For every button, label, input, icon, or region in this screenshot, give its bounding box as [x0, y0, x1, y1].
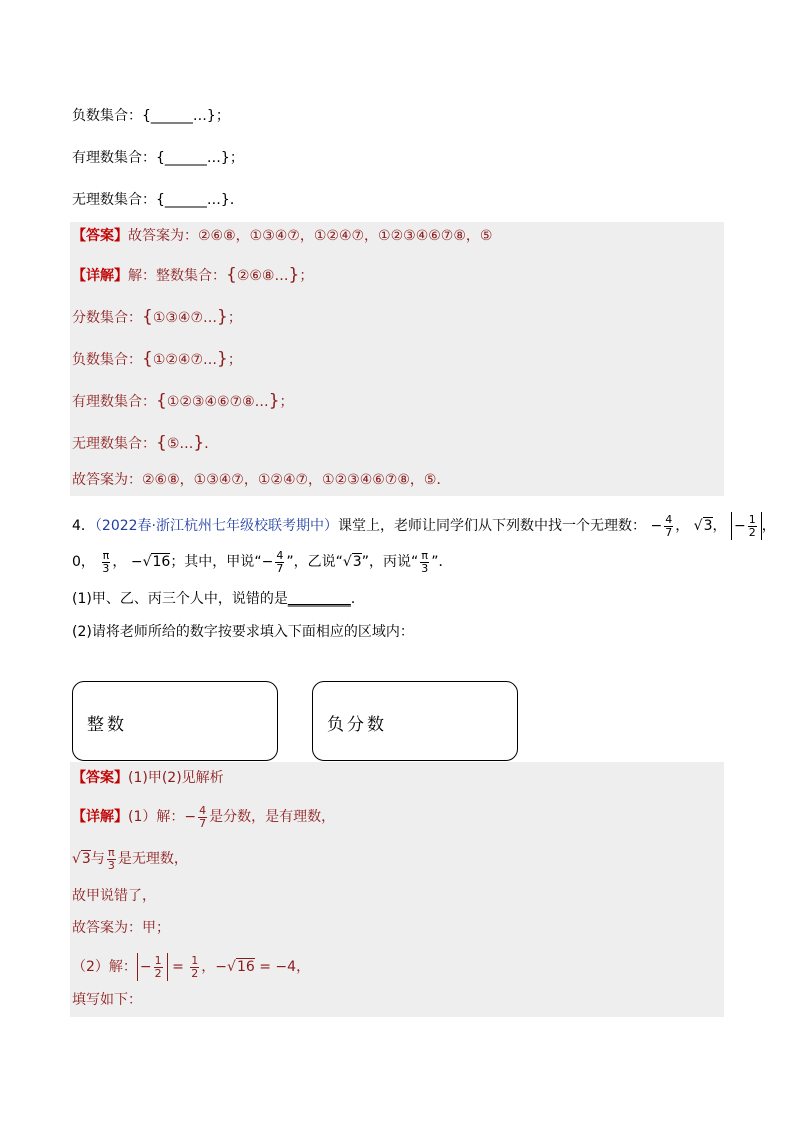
quote-close: ”: [361, 554, 369, 570]
answer-tag: 【答案】: [72, 770, 128, 786]
numerator: π: [102, 548, 110, 562]
negative-set-line: [72, 106, 230, 126]
numerator: π: [108, 845, 115, 859]
minus-sign: −: [139, 959, 152, 975]
detail-intro: 解：整数集合：: [128, 268, 226, 284]
set-value: ①③④⑦…: [152, 310, 218, 326]
sub2-text: (2)请将老师所给的数字按要求填入下面相应的区域内：: [72, 624, 414, 640]
sub1-text: (1)甲、乙、丙三个人中，说错的是: [72, 591, 288, 607]
abs-neg-half: [137, 953, 168, 981]
detail-text: 故答案为：甲；: [72, 920, 170, 936]
minus-sign: −: [261, 554, 274, 570]
fraction-1-2: [190, 955, 199, 980]
denominator: 2: [154, 966, 162, 980]
denominator: 7: [276, 561, 284, 575]
punct: ；: [299, 268, 314, 284]
detail-2-line-4: [72, 918, 170, 938]
detail-text: 是分数，是有理数，: [209, 809, 336, 825]
denominator: 7: [199, 816, 207, 830]
minus-sign: −: [215, 959, 228, 975]
numerator: 1: [191, 953, 199, 967]
set-value: ①②④⑦…: [152, 352, 218, 368]
answer-2-line: [72, 768, 224, 788]
denominator: 7: [665, 525, 673, 539]
fraction-pi-3: [101, 550, 110, 575]
detail-tag: 【详解】: [72, 809, 128, 825]
stem-text: ，丙说: [368, 554, 411, 570]
numerator: 4: [276, 548, 284, 562]
detail-2-line-5: （2）解： − $\frac{1}{2}$ = $\frac{1}{2}$ ，−√16 = −4，: [72, 953, 311, 980]
detail-line-rational: 有理数集合：{①②③④⑥⑦⑧…}；: [72, 391, 294, 411]
sqrt-3: 3: [703, 518, 713, 534]
minus-sign: −: [650, 518, 663, 534]
negative-fraction-box-label: 负分数: [327, 715, 387, 735]
quote-open: “: [254, 554, 262, 570]
question-4-stem-2: 0， $\frac{\pi}{3}$ ， −√16；其中，甲说“− $\frac{4}{7}$ ”，乙说“√3”，丙说“ $\frac{\pi}{3}$ ”．: [72, 548, 453, 575]
detail-2-line-3: [72, 886, 156, 906]
zero: 0: [72, 554, 81, 570]
sqrt-3: 3: [352, 554, 362, 570]
question-4-stem: 4．（2022春·浙江杭州七年级校联考期中）课堂上，老师让同学们从下列数中找一个无理数： − $\frac{4}{7}$ ， √3， − $\frac{1}{2}$ ，: [72, 512, 776, 539]
numerator: 4: [199, 803, 207, 817]
sqrt-3: 3: [81, 851, 91, 867]
numerator: π: [421, 548, 429, 562]
stem-text: ，乙说: [293, 554, 336, 570]
set-value: {______…}；: [142, 108, 230, 124]
sqrt-16: 16: [152, 554, 171, 570]
denominator: 2: [748, 525, 756, 539]
stem-text: ；其中，甲说: [170, 554, 255, 570]
question-4-sub2: [72, 622, 414, 642]
detail-text: 是无理数，: [117, 851, 188, 867]
set-value: ①②③④⑥⑦⑧…: [166, 394, 269, 410]
fraction-neg-4-7: [198, 805, 207, 830]
detail-line-integer: 【详解】解：整数集合：{②⑥⑧…}；: [72, 265, 314, 285]
punct: ；: [227, 352, 242, 368]
question-source: （2022春·浙江杭州七年级校联考期中）: [94, 518, 339, 534]
integer-box: [72, 681, 278, 761]
numerator: 1: [748, 512, 756, 526]
detail-text: （2）解：: [72, 959, 137, 975]
detail-2-line-2: √3与 $\frac{\pi}{3}$ 是无理数，: [72, 845, 188, 872]
set-label: 负数集合：: [72, 108, 142, 124]
negative-fraction-box: [312, 681, 518, 761]
punct: ；: [279, 394, 294, 410]
quote-close: ”: [286, 554, 294, 570]
sub1-blank: _________: [287, 591, 351, 607]
set-label: 有理数集合：: [72, 150, 156, 166]
set-label: 负数集合：: [72, 352, 142, 368]
value-neg-4: −4: [275, 959, 297, 975]
detail-text: 故甲说错了，: [72, 888, 156, 904]
integer-set-value: ②⑥⑧…: [236, 268, 289, 284]
punct: ．: [350, 591, 365, 607]
quote-open: “: [410, 554, 419, 570]
irrational-set-line: [72, 190, 244, 210]
set-value: ⑤…: [166, 436, 194, 452]
fraction-pi-3: [107, 847, 116, 872]
integer-box-label: 整数: [87, 715, 127, 735]
answer-text: 故答案为：②⑥⑧，①③④⑦，①②④⑦，①②③④⑥⑦⑧，⑤: [128, 228, 493, 244]
quote-close: ”: [431, 554, 439, 570]
set-label: 无理数集合：: [72, 436, 156, 452]
minus-sign: −: [733, 518, 746, 534]
quote-open: “: [335, 554, 343, 570]
answer-tag: 【答案】: [72, 228, 128, 244]
rational-set-line: [72, 148, 244, 168]
abs-neg-half: [731, 512, 762, 540]
detail-line-irrational: 无理数集合：{⑤…}．: [72, 433, 219, 453]
question-number: 4．: [72, 518, 95, 534]
denominator: 3: [107, 858, 115, 872]
set-label: 无理数集合：: [72, 192, 156, 208]
denominator: 3: [102, 561, 110, 575]
punct: ．: [204, 436, 219, 452]
set-value: {______…}．: [156, 192, 244, 208]
numerator: 4: [665, 512, 673, 526]
set-value: {______…}；: [156, 150, 244, 166]
question-4-sub1: [72, 589, 365, 609]
answer-text: (1)甲(2)见解析: [128, 770, 224, 786]
question-stem: 课堂上，老师让同学们从下列数中找一个无理数：: [338, 518, 647, 534]
minus-sign: −: [130, 554, 143, 570]
detail-conclusion: [72, 470, 450, 490]
detail-2-line-1: [72, 803, 335, 831]
numerator: 1: [154, 953, 162, 967]
set-label: 有理数集合：: [72, 394, 156, 410]
punct: ；: [227, 310, 242, 326]
detail-2-line-6: [72, 990, 142, 1010]
detail-line-fraction: 分数集合：{①③④⑦…}；: [72, 307, 242, 327]
detail-text: 与: [90, 851, 105, 867]
denominator: 2: [191, 966, 199, 980]
fraction-neg-4-7: [664, 514, 673, 539]
detail-tag: 【详解】: [72, 268, 128, 284]
detail-text: (1）解：: [128, 809, 185, 825]
minus-sign: −: [184, 809, 197, 825]
detail-text: 填写如下：: [72, 992, 142, 1008]
set-label: 分数集合：: [72, 310, 142, 326]
answer-line-1: [72, 226, 492, 246]
conclusion-text: 故答案为：②⑥⑧，①③④⑦，①②④⑦，①②③④⑥⑦⑧，⑤．: [72, 472, 451, 488]
denominator: 3: [421, 561, 429, 575]
detail-line-negative: 负数集合：{①②④⑦…}；: [72, 349, 242, 369]
sqrt-16: 16: [236, 959, 255, 975]
